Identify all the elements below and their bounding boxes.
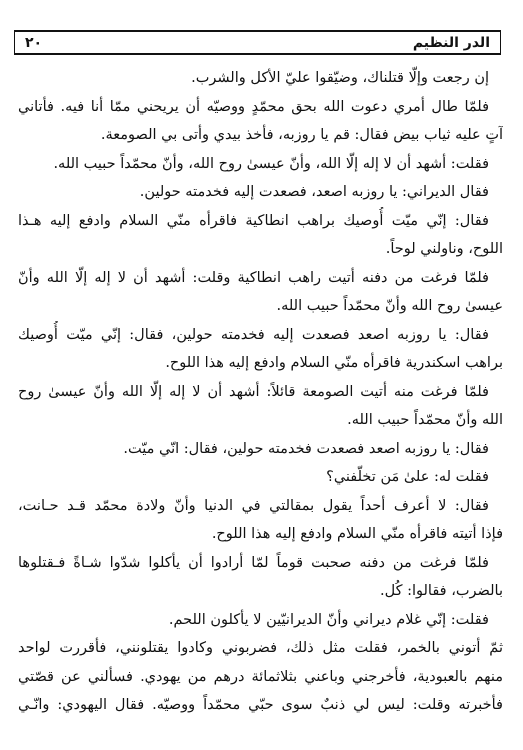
text-line: بالضرب، فقالوا: كُل.	[380, 583, 503, 599]
text-line: فقال: يا روزبه اصعد فصعدت فخدمته حولين، فقال: انّي ميّت.	[123, 440, 489, 457]
text-line: فقلت له: علىٰ مَن تخلّفني؟	[326, 469, 489, 485]
text-line: فلمّا فرغت منه أتيت الصومعة قائلاً: أشهد أن لا إله إلّا الله وأنّ عيسىٰ روح	[18, 383, 489, 400]
text-line: براهب اسكندرية فاقرأه منّي السلام وادفع إليه هذا اللوح.	[165, 355, 503, 371]
page-number: ٢٠	[25, 34, 43, 51]
text-line: فقلت: أشهد أن لا إله إلّا الله، وأنّ عيسىٰ روح الله، وأنّ محمّداً حبيب الله.	[53, 155, 489, 172]
text-line: فقال: يا روزبه اصعد فصعدت إليه فخدمته حولين، فقال: إنّي ميّت أُوصيك	[18, 326, 489, 343]
text-line: فلمّا طال أمري دعوت الله بحق محمّدٍ ووصيّه أن يريحني ممّا أنا فيه. فأتاني	[18, 98, 489, 115]
text-line: إن رجعت وإلّا قتلناك، وضيّقوا عليّ الأكل والشرب.	[191, 70, 489, 86]
text-line: فقال: إنّي ميّت أُوصيك براهب انطاكية فاقرأه منّي السلام وادفع إليه هـذا	[18, 212, 489, 229]
text-line: فقال الديراني: يا روزبه اصعد، فصعدت إليه فخدمته حولين.	[139, 184, 489, 200]
running-title: الدر النظيم	[412, 34, 490, 51]
text-line: فإذا أتيته فاقرأه منّي السلام وادفع إليه هذا اللوح.	[211, 526, 503, 542]
running-header	[14, 30, 501, 55]
text-line: فأخبرته وقلت: ليس لي ذنبٌ سوى حبّي محمّداً ووصيّه. فقال اليهودي: وانّـي	[18, 697, 503, 713]
text-line: فقلت: إنّي غلام ديراني وأنّ الديرانيّين لا يأكلون اللحم.	[168, 611, 489, 628]
text-line: فلمّا فرغت من دفنه أتيت راهب انطاكية وقلت: أشهد أن لا إله إلّا الله وأنّ	[18, 269, 489, 286]
text-line: الله وأنّ محمّداً حبيب الله.	[347, 412, 503, 428]
text-line: فقال: لا أعرف أحداً يقول بمقالتي في الدنيا وأنّ ولادة محمّد قـد حـانت،	[18, 497, 489, 514]
text-line: ثمّ أتوني بالخمر، فقلت مثل ذلك، فضربوني وكادوا يقتلونني، فأقررت لواحد	[18, 640, 503, 656]
text-line: منهم بالعبودية، فأخرجني وباعني بثلاثمائة درهم من يهودي. فسألني عن قصّتي	[18, 668, 503, 685]
text-line: آتٍ عليه ثياب بيض فقال: قم يا روزبه، فأخذ بيدي وأتى بي الصومعة.	[100, 127, 503, 143]
text-line: عيسىٰ روح الله وأنّ محمّداً حبيب الله.	[276, 298, 503, 314]
body-text	[18, 64, 503, 720]
text-line: فلمّا فرغت من دفنه صحبت قوماً لمّا أرادوا أن يأكلوا شدّوا شـاةً فـقتلوها	[18, 554, 489, 571]
text-line: اللوح، وناولني لوحاً.	[385, 241, 503, 257]
